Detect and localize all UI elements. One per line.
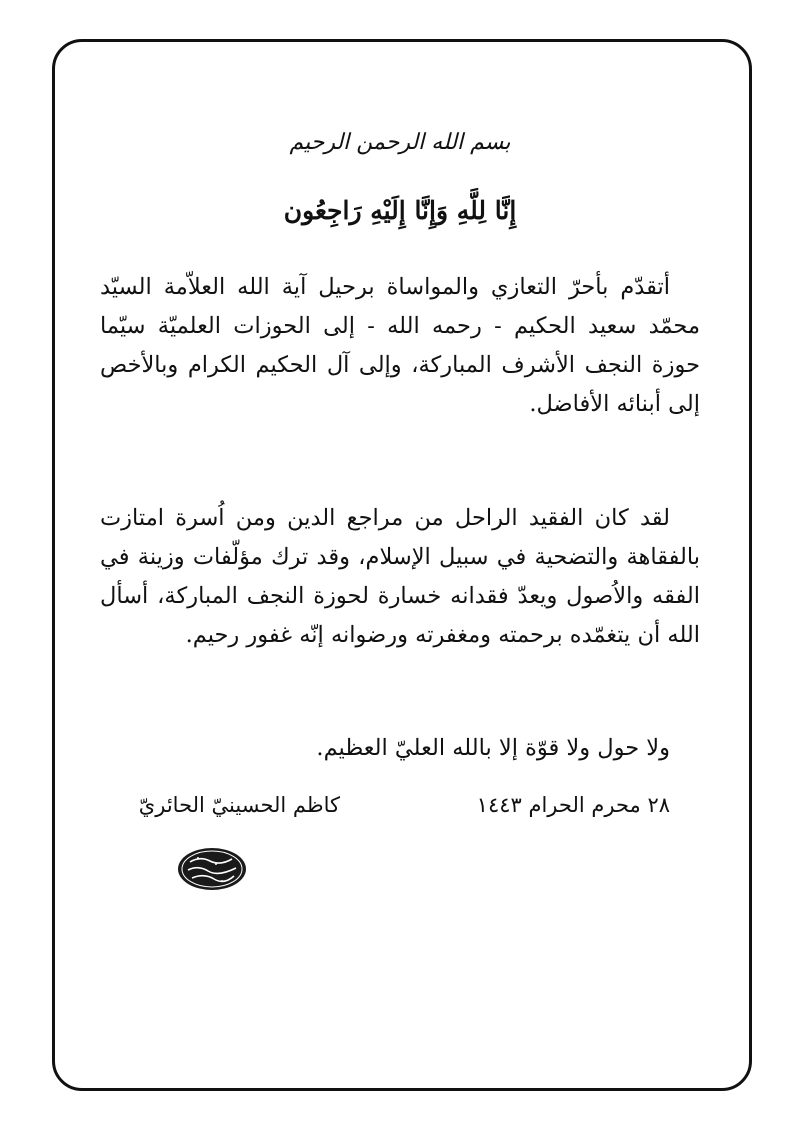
basmala-heading: بسم الله الرحمن الرحيم <box>289 130 511 155</box>
condolence-paragraph-1: أتقدّم بأحرّ التعازي والمواساة برحيل آية الله العلاّمة السيّد محمّد سعيد الحكيم - رحمه الله - إلى الحوزات العلميّة سيّما حوزة النجف الأشرف المباركة، وإلى آل الحكيم الكرام وبالأخص إلى أبنائه الأفاضل. <box>100 274 700 417</box>
letter-date: ٢٨ محرم الحرام ١٤٤٣ <box>476 793 670 817</box>
signatory-name: كاظم الحسينيّ الحائريّ <box>138 793 340 817</box>
closing-line: ولا حول ولا قوّة إلا بالله العليّ العظيم. <box>316 735 670 761</box>
condolence-paragraph-2: لقد كان الفقيد الراحل من مراجع الدين ومن اُسرة امتازت بالفقاهة والتضحية في سبيل الإسلام، وقد ترك مؤلّفات وزينة في الفقه والاُصول ويعدّ فقدانه خسارة لحوزة النجف المباركة، أسأل الله أن يتغمّده برحمته ومغفرته ورضوانه إنّه غفور رحيم. <box>100 505 700 648</box>
seal-stamp <box>176 846 248 892</box>
quran-verse: إِنَّا لِلَّهِ وَإِنَّا إِلَيْهِ رَاجِعُون <box>283 196 517 225</box>
